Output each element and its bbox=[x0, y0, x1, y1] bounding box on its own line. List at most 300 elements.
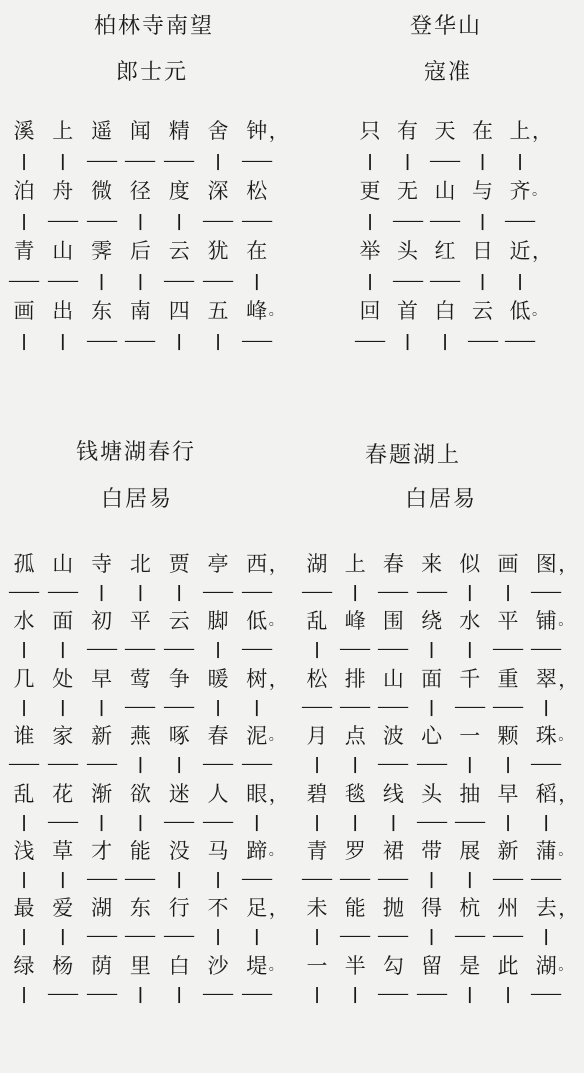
poem-character: 后 bbox=[129, 239, 151, 263]
oblique-tone-mark: | bbox=[59, 151, 66, 170]
line-punctuation: 。 bbox=[268, 957, 283, 974]
level-tone-mark: — bbox=[338, 869, 372, 888]
line-punctuation: 。 bbox=[268, 728, 283, 745]
poem-character: 上 bbox=[52, 119, 74, 143]
oblique-tone-mark: | bbox=[21, 811, 27, 831]
oblique-tone-mark: | bbox=[479, 211, 486, 230]
poem-character: 平 bbox=[129, 609, 151, 634]
level-tone-mark: — bbox=[414, 811, 449, 831]
oblique-tone-mark: | bbox=[59, 869, 66, 888]
oblique-tone-mark: | bbox=[352, 811, 359, 831]
poem-character: 四 bbox=[168, 299, 190, 323]
oblique-tone-mark: | bbox=[215, 151, 221, 170]
poem-character: 草 bbox=[52, 839, 74, 863]
poem-character: 霁 bbox=[91, 239, 113, 263]
level-tone-mark: — bbox=[84, 926, 119, 946]
line-punctuation: 。 bbox=[558, 613, 573, 630]
oblique-tone-mark: | bbox=[479, 271, 486, 290]
poem-character: 寺 bbox=[91, 552, 113, 576]
poem-character: 欲 bbox=[129, 781, 151, 806]
level-tone-mark: — bbox=[84, 869, 119, 888]
oblique-tone-mark: | bbox=[137, 811, 144, 831]
poem-character: 青 bbox=[13, 239, 35, 263]
level-tone-mark: — bbox=[529, 869, 563, 888]
poem-title: 春题湖上 bbox=[365, 443, 462, 468]
poem-character: 天 bbox=[434, 119, 456, 143]
level-tone-mark: — bbox=[162, 151, 196, 170]
level-tone-mark: — bbox=[45, 271, 80, 290]
poem-character: 杨 bbox=[52, 953, 74, 978]
poem-character: 燕 bbox=[129, 724, 151, 749]
poem-character: 眼 bbox=[246, 781, 268, 806]
oblique-tone-mark: | bbox=[98, 811, 105, 831]
poem-character: 脚 bbox=[207, 609, 229, 634]
poem-character: 峰 bbox=[246, 299, 268, 323]
level-tone-mark: — bbox=[201, 582, 235, 601]
oblique-tone-mark: | bbox=[215, 639, 221, 659]
poem-character: 未 bbox=[306, 896, 328, 921]
poem-character: 南 bbox=[129, 299, 151, 323]
poem-character: 渐 bbox=[91, 781, 113, 806]
level-tone-mark: — bbox=[503, 331, 537, 350]
poem-character: 月 bbox=[306, 724, 328, 749]
oblique-tone-mark: | bbox=[253, 811, 260, 831]
oblique-tone-mark: | bbox=[314, 983, 320, 1003]
poem-character: 重 bbox=[497, 666, 519, 691]
oblique-tone-mark: | bbox=[137, 211, 144, 230]
level-tone-mark: — bbox=[162, 926, 196, 946]
poem-character: 堤 bbox=[246, 953, 268, 978]
level-tone-mark: — bbox=[123, 869, 158, 888]
poem-character: 峰 bbox=[344, 609, 366, 634]
level-tone-mark: — bbox=[45, 582, 80, 601]
oblique-tone-mark: | bbox=[543, 811, 550, 831]
oblique-tone-mark: | bbox=[21, 639, 27, 659]
poem-character: 得 bbox=[421, 896, 443, 921]
oblique-tone-mark: | bbox=[98, 582, 105, 601]
level-tone-mark: — bbox=[162, 271, 196, 290]
oblique-tone-mark: | bbox=[59, 926, 66, 946]
oblique-tone-mark: | bbox=[428, 926, 435, 946]
oblique-tone-mark: | bbox=[505, 983, 511, 1003]
oblique-tone-mark: | bbox=[428, 869, 435, 888]
line-punctuation: ， bbox=[268, 781, 289, 806]
oblique-tone-mark: | bbox=[314, 754, 320, 774]
line-punctuation: ， bbox=[268, 896, 289, 921]
oblique-tone-mark: | bbox=[352, 983, 359, 1003]
level-tone-mark: — bbox=[529, 983, 563, 1003]
poem-character: 谁 bbox=[13, 724, 35, 749]
poem-character: 西 bbox=[246, 552, 268, 576]
poem-character: 山 bbox=[52, 552, 74, 576]
level-tone-mark: — bbox=[123, 151, 158, 170]
line-punctuation: ， bbox=[268, 666, 289, 691]
poem-character: 云 bbox=[168, 239, 190, 263]
oblique-tone-mark: | bbox=[390, 811, 397, 831]
line-punctuation: 。 bbox=[268, 843, 283, 859]
poem-author: 白居易 bbox=[101, 487, 174, 512]
level-tone-mark: — bbox=[503, 211, 537, 230]
poem-author: 郎士元 bbox=[116, 60, 189, 85]
poem-character: 亭 bbox=[207, 552, 229, 576]
poem-character: 低 bbox=[246, 609, 268, 634]
oblique-tone-mark: | bbox=[314, 926, 320, 946]
poem-character: 泊 bbox=[13, 179, 35, 203]
level-tone-mark: — bbox=[84, 151, 119, 170]
poem-author: 寇准 bbox=[424, 60, 473, 85]
poem-character: 千 bbox=[459, 666, 481, 691]
poem-character: 画 bbox=[497, 552, 519, 576]
level-tone-mark: — bbox=[376, 926, 411, 946]
level-tone-mark: — bbox=[84, 639, 119, 659]
oblique-tone-mark: | bbox=[21, 983, 27, 1003]
poem-character: 抽 bbox=[459, 781, 481, 806]
poem-character: 树 bbox=[246, 666, 268, 691]
oblique-tone-mark: | bbox=[215, 696, 221, 716]
poem-character: 心 bbox=[421, 724, 443, 749]
poem-character: 马 bbox=[207, 839, 229, 863]
oblique-tone-mark: | bbox=[352, 582, 359, 601]
poem-character: 回 bbox=[359, 299, 381, 323]
poem-character: 沙 bbox=[207, 953, 229, 978]
level-tone-mark: — bbox=[338, 696, 372, 716]
poem-character: 水 bbox=[13, 609, 35, 634]
level-tone-mark: — bbox=[162, 639, 196, 659]
poem-character: 绿 bbox=[13, 953, 35, 978]
level-tone-mark: — bbox=[376, 639, 411, 659]
poem-character: 平 bbox=[497, 609, 519, 634]
poem-character: 几 bbox=[13, 666, 35, 691]
oblique-tone-mark: | bbox=[253, 926, 260, 946]
line-punctuation: ， bbox=[268, 552, 289, 576]
poem-character: 贾 bbox=[168, 552, 190, 576]
poem-character: 松 bbox=[246, 179, 268, 203]
level-tone-mark: — bbox=[300, 696, 334, 716]
oblique-tone-mark: | bbox=[137, 983, 144, 1003]
poem-character: 孤 bbox=[13, 552, 35, 576]
level-tone-mark: — bbox=[162, 811, 196, 831]
oblique-tone-mark: | bbox=[352, 754, 359, 774]
poem-character: 留 bbox=[421, 953, 443, 978]
poem-character: 近 bbox=[509, 239, 531, 263]
poem-character: 似 bbox=[459, 552, 481, 576]
poem-character: 径 bbox=[129, 179, 151, 203]
level-tone-mark: — bbox=[529, 582, 563, 601]
level-tone-mark: — bbox=[491, 639, 525, 659]
poem-character: 抛 bbox=[382, 896, 404, 921]
poem-character: 能 bbox=[129, 839, 151, 863]
poem-character: 云 bbox=[472, 299, 493, 323]
poem-character: 舍 bbox=[207, 119, 229, 143]
poem-title: 柏林寺南望 bbox=[94, 14, 215, 39]
line-punctuation: 。 bbox=[268, 303, 283, 319]
poem-character: 人 bbox=[207, 781, 229, 806]
oblique-tone-mark: | bbox=[404, 331, 411, 350]
oblique-tone-mark: | bbox=[367, 211, 373, 230]
oblique-tone-mark: | bbox=[137, 271, 144, 290]
oblique-tone-mark: | bbox=[176, 869, 183, 888]
poem-character: 来 bbox=[421, 552, 443, 576]
line-punctuation: 。 bbox=[532, 303, 546, 319]
oblique-tone-mark: | bbox=[543, 926, 550, 946]
oblique-tone-mark: | bbox=[215, 926, 221, 946]
poem-character: 北 bbox=[129, 552, 151, 576]
level-tone-mark: — bbox=[7, 271, 41, 290]
level-tone-mark: — bbox=[45, 754, 80, 774]
poem-character: 齐 bbox=[509, 179, 531, 203]
poem-character: 点 bbox=[344, 724, 366, 749]
oblique-tone-mark: | bbox=[367, 151, 373, 170]
oblique-tone-mark: | bbox=[253, 696, 260, 716]
oblique-tone-mark: | bbox=[176, 754, 183, 774]
poem-character: 画 bbox=[13, 299, 35, 323]
oblique-tone-mark: | bbox=[176, 211, 183, 230]
poem-character: 山 bbox=[382, 666, 404, 691]
poem-character: 遥 bbox=[91, 119, 113, 143]
poem-character: 云 bbox=[168, 609, 190, 634]
level-tone-mark: — bbox=[452, 696, 487, 716]
level-tone-mark: — bbox=[491, 926, 525, 946]
level-tone-mark: — bbox=[338, 639, 372, 659]
oblique-tone-mark: | bbox=[442, 331, 448, 350]
poem-character: 图 bbox=[535, 552, 557, 576]
oblique-tone-mark: | bbox=[21, 869, 27, 888]
poem-character: 与 bbox=[472, 179, 493, 203]
level-tone-mark: — bbox=[414, 754, 449, 774]
oblique-tone-mark: | bbox=[517, 151, 523, 170]
poem-character: 能 bbox=[344, 896, 366, 921]
poem-character: 勾 bbox=[382, 953, 404, 978]
poem-character: 头 bbox=[421, 781, 443, 806]
poem-character: 东 bbox=[91, 299, 113, 323]
level-tone-mark: — bbox=[201, 271, 235, 290]
line-punctuation: 。 bbox=[558, 957, 573, 974]
level-tone-mark: — bbox=[491, 696, 525, 716]
level-tone-mark: — bbox=[390, 211, 425, 230]
poem-character: 日 bbox=[472, 239, 493, 263]
oblique-tone-mark: | bbox=[137, 582, 144, 601]
poem-character: 带 bbox=[421, 839, 443, 863]
poem-character: 浅 bbox=[13, 839, 35, 863]
level-tone-mark: — bbox=[84, 211, 119, 230]
poem-character: 稻 bbox=[535, 781, 557, 806]
line-punctuation: ， bbox=[532, 119, 552, 143]
poem-character: 排 bbox=[344, 666, 366, 691]
poem-character: 出 bbox=[52, 299, 74, 323]
level-tone-mark: — bbox=[239, 582, 274, 601]
poem-character: 山 bbox=[52, 239, 74, 263]
level-tone-mark: — bbox=[529, 754, 563, 774]
poem-character: 红 bbox=[434, 239, 456, 263]
poem-character: 湖 bbox=[535, 953, 557, 978]
oblique-tone-mark: | bbox=[367, 271, 373, 290]
poem-character: 青 bbox=[306, 839, 328, 863]
level-tone-mark: — bbox=[414, 983, 449, 1003]
poem-character: 东 bbox=[129, 896, 151, 921]
level-tone-mark: — bbox=[239, 211, 274, 230]
line-punctuation: ， bbox=[558, 552, 579, 576]
level-tone-mark: — bbox=[353, 331, 387, 350]
poem-character: 此 bbox=[497, 953, 519, 978]
level-tone-mark: — bbox=[376, 696, 411, 716]
poem-character: 在 bbox=[246, 239, 268, 263]
level-tone-mark: — bbox=[376, 983, 411, 1003]
poem-character: 头 bbox=[397, 239, 418, 263]
oblique-tone-mark: | bbox=[21, 696, 27, 716]
level-tone-mark: — bbox=[239, 983, 274, 1003]
poem-character: 不 bbox=[207, 896, 229, 921]
line-punctuation: ， bbox=[532, 239, 552, 263]
poem-character: 铺 bbox=[535, 609, 557, 634]
poem-character: 绕 bbox=[421, 609, 443, 634]
level-tone-mark: — bbox=[84, 983, 119, 1003]
poem-character: 无 bbox=[397, 179, 418, 203]
level-tone-mark: — bbox=[123, 696, 158, 716]
level-tone-mark: — bbox=[239, 331, 274, 350]
line-punctuation: 。 bbox=[532, 183, 546, 199]
oblique-tone-mark: | bbox=[404, 151, 411, 170]
poem-character: 更 bbox=[359, 179, 381, 203]
poem-character: 新 bbox=[91, 724, 113, 749]
oblique-tone-mark: | bbox=[98, 696, 105, 716]
oblique-tone-mark: | bbox=[505, 811, 511, 831]
poem-character: 线 bbox=[382, 781, 404, 806]
poem-character: 度 bbox=[168, 179, 190, 203]
poem-character: 爱 bbox=[52, 896, 74, 921]
oblique-tone-mark: | bbox=[176, 983, 183, 1003]
poem-character: 在 bbox=[472, 119, 493, 143]
level-tone-mark: — bbox=[123, 926, 158, 946]
poem-character: 上 bbox=[509, 119, 531, 143]
poem-character: 波 bbox=[382, 724, 404, 749]
poem-character: 翠 bbox=[535, 666, 557, 691]
poem-character: 足 bbox=[246, 896, 268, 921]
poem-character: 啄 bbox=[168, 724, 190, 749]
level-tone-mark: — bbox=[201, 811, 235, 831]
poem-character: 州 bbox=[497, 896, 519, 921]
level-tone-mark: — bbox=[239, 639, 274, 659]
level-tone-mark: — bbox=[45, 211, 80, 230]
poem-character: 迷 bbox=[168, 781, 190, 806]
poem-character: 上 bbox=[344, 552, 366, 576]
oblique-tone-mark: | bbox=[21, 151, 27, 170]
poem-character: 颗 bbox=[497, 724, 519, 749]
poem-character: 深 bbox=[207, 179, 229, 203]
oblique-tone-mark: | bbox=[428, 639, 435, 659]
poem-character: 一 bbox=[459, 724, 481, 749]
poem-character: 展 bbox=[459, 839, 481, 863]
line-punctuation: 。 bbox=[268, 613, 283, 630]
level-tone-mark: — bbox=[300, 582, 334, 601]
level-tone-mark: — bbox=[465, 331, 500, 350]
level-tone-mark: — bbox=[452, 811, 487, 831]
oblique-tone-mark: | bbox=[59, 696, 66, 716]
poem-character: 精 bbox=[168, 119, 190, 143]
poem-character: 没 bbox=[168, 839, 190, 863]
poem-character: 新 bbox=[497, 839, 519, 863]
poem-character: 白 bbox=[434, 299, 456, 323]
oblique-tone-mark: | bbox=[314, 811, 320, 831]
oblique-tone-mark: | bbox=[253, 271, 260, 290]
line-punctuation: ， bbox=[558, 896, 579, 921]
poem-character: 荫 bbox=[91, 953, 113, 978]
level-tone-mark: — bbox=[376, 754, 411, 774]
poem-character: 低 bbox=[509, 299, 531, 323]
poem-character: 泥 bbox=[246, 724, 268, 749]
poem-character: 松 bbox=[306, 666, 328, 691]
level-tone-mark: — bbox=[7, 582, 41, 601]
level-tone-mark: — bbox=[239, 754, 274, 774]
poem-character: 早 bbox=[91, 666, 113, 691]
oblique-tone-mark: | bbox=[59, 331, 66, 350]
poem-character: 春 bbox=[382, 552, 404, 576]
level-tone-mark: — bbox=[376, 869, 411, 888]
poem-character: 珠 bbox=[535, 724, 557, 749]
poem-character: 半 bbox=[344, 953, 366, 978]
oblique-tone-mark: | bbox=[176, 582, 183, 601]
level-tone-mark: — bbox=[123, 331, 158, 350]
level-tone-mark: — bbox=[45, 983, 80, 1003]
level-tone-mark: — bbox=[162, 696, 196, 716]
poem-character: 是 bbox=[459, 953, 481, 978]
oblique-tone-mark: | bbox=[59, 639, 66, 659]
oblique-tone-mark: | bbox=[215, 869, 221, 888]
level-tone-mark: — bbox=[452, 926, 487, 946]
oblique-tone-mark: | bbox=[21, 331, 27, 350]
oblique-tone-mark: | bbox=[98, 271, 105, 290]
poem-character: 最 bbox=[13, 896, 35, 921]
oblique-tone-mark: | bbox=[517, 271, 523, 290]
level-tone-mark: — bbox=[428, 211, 462, 230]
oblique-tone-mark: | bbox=[505, 754, 511, 774]
line-punctuation: 。 bbox=[558, 843, 573, 859]
poem-author: 白居易 bbox=[405, 487, 478, 512]
oblique-tone-mark: | bbox=[176, 331, 183, 350]
poem-character: 五 bbox=[207, 299, 229, 323]
level-tone-mark: — bbox=[390, 271, 425, 290]
line-punctuation: ， bbox=[558, 666, 579, 691]
level-tone-mark: — bbox=[529, 639, 563, 659]
level-tone-mark: — bbox=[428, 151, 462, 170]
level-tone-mark: — bbox=[300, 869, 334, 888]
poem-character: 有 bbox=[397, 119, 418, 143]
oblique-tone-mark: | bbox=[466, 639, 473, 659]
poem-character: 围 bbox=[382, 609, 404, 634]
poem-title: 登华山 bbox=[410, 14, 483, 39]
oblique-tone-mark: | bbox=[428, 696, 435, 716]
line-punctuation: ， bbox=[558, 781, 579, 806]
poem-character: 争 bbox=[168, 666, 190, 691]
poem-character: 犹 bbox=[207, 239, 229, 263]
poem-character: 碧 bbox=[306, 781, 328, 806]
level-tone-mark: — bbox=[239, 869, 274, 888]
level-tone-mark: — bbox=[201, 983, 235, 1003]
poem-character: 举 bbox=[359, 239, 381, 263]
poem-character: 舟 bbox=[52, 179, 74, 203]
level-tone-mark: — bbox=[7, 754, 41, 774]
poem-character: 只 bbox=[359, 119, 381, 143]
level-tone-mark: — bbox=[239, 151, 274, 170]
oblique-tone-mark: | bbox=[21, 211, 27, 230]
poem-character: 乱 bbox=[306, 609, 328, 634]
poem-character: 家 bbox=[52, 724, 74, 749]
level-tone-mark: — bbox=[414, 582, 449, 601]
oblique-tone-mark: | bbox=[543, 696, 550, 716]
oblique-tone-mark: | bbox=[479, 151, 486, 170]
oblique-tone-mark: | bbox=[215, 331, 221, 350]
oblique-tone-mark: | bbox=[137, 754, 144, 774]
level-tone-mark: — bbox=[84, 331, 119, 350]
